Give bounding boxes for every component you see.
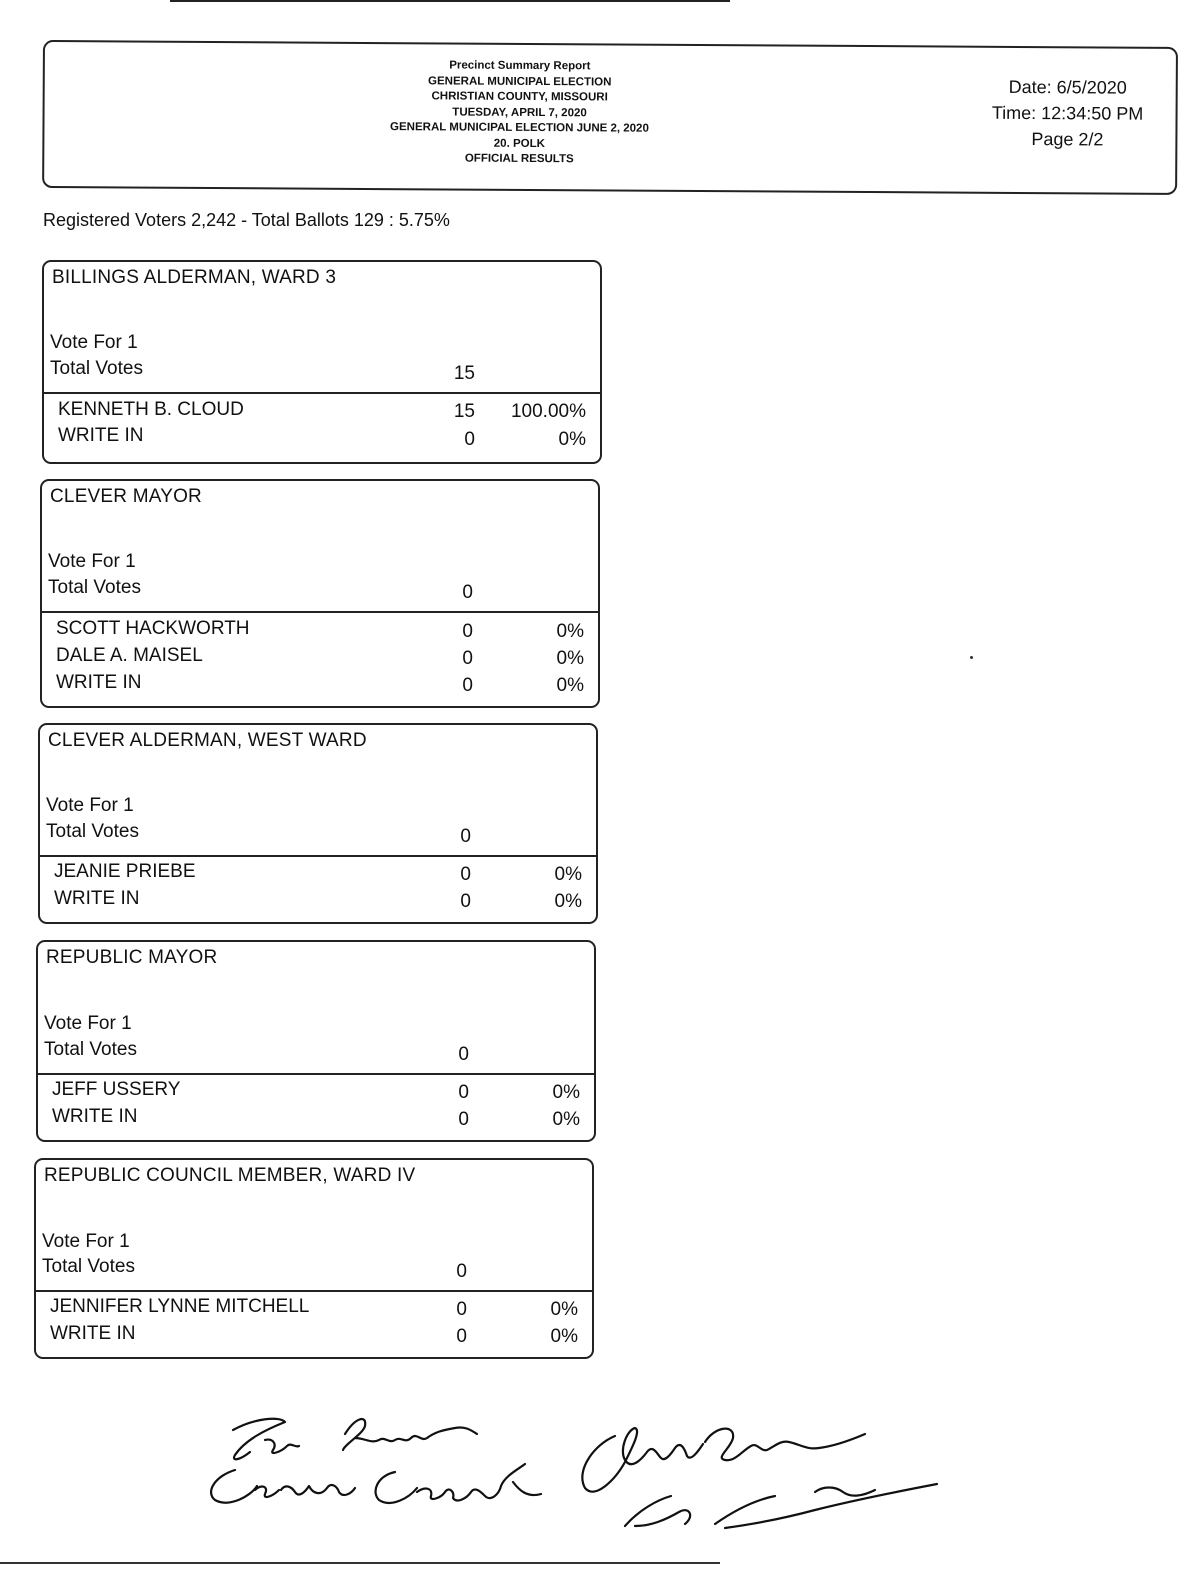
report-time: Time: 12:34:50 PM bbox=[991, 102, 1144, 124]
signature-stroke bbox=[582, 1428, 865, 1492]
report-title: Precinct Summary Report bbox=[449, 59, 591, 73]
candidate-percent: 0% bbox=[556, 675, 584, 696]
signature-stroke bbox=[376, 1464, 541, 1503]
contest-title: CLEVER MAYOR bbox=[50, 486, 202, 507]
candidate-votes: 0 bbox=[462, 648, 473, 669]
candidate-votes: 0 bbox=[458, 1082, 469, 1103]
contest-title: REPUBLIC COUNCIL MEMBER, WARD IV bbox=[44, 1165, 416, 1186]
candidate-name: SCOTT HACKWORTH bbox=[56, 618, 250, 639]
election-subtitle: GENERAL MUNICIPAL ELECTION JUNE 2, 2020 bbox=[390, 121, 649, 135]
divider bbox=[36, 1290, 592, 1292]
report-header-box bbox=[42, 40, 1178, 195]
candidate-row bbox=[42, 645, 598, 672]
total-votes-value: 0 bbox=[462, 582, 473, 603]
candidate-name: WRITE IN bbox=[50, 1323, 136, 1344]
candidate-name: WRITE IN bbox=[58, 425, 144, 446]
candidate-votes: 0 bbox=[462, 675, 473, 696]
contest-title: CLEVER ALDERMAN, WEST WARD bbox=[48, 730, 367, 751]
contest-box bbox=[38, 723, 598, 924]
candidate-votes: 0 bbox=[456, 1326, 467, 1347]
candidate-name: KENNETH B. CLOUD bbox=[58, 399, 244, 420]
candidate-percent: 0% bbox=[556, 648, 584, 669]
total-votes-label: Total Votes bbox=[48, 577, 141, 598]
county-name: CHRISTIAN COUNTY, MISSOURI bbox=[431, 90, 608, 104]
results-status: OFFICIAL RESULTS bbox=[464, 152, 574, 166]
candidate-row bbox=[40, 888, 596, 915]
total-votes-value: 0 bbox=[460, 826, 471, 847]
candidate-percent: 0% bbox=[556, 621, 584, 642]
candidate-name: WRITE IN bbox=[52, 1106, 138, 1127]
divider bbox=[44, 392, 600, 394]
candidate-row bbox=[44, 399, 600, 426]
page-number: Page 2/2 bbox=[1031, 129, 1104, 150]
divider bbox=[38, 1073, 594, 1075]
contest-title: BILLINGS ALDERMAN, WARD 3 bbox=[52, 267, 337, 288]
candidate-votes: 0 bbox=[462, 621, 473, 642]
candidate-row bbox=[44, 425, 600, 452]
signature-stroke bbox=[233, 1419, 299, 1460]
total-votes-value: 0 bbox=[456, 1261, 467, 1282]
total-votes-label: Total Votes bbox=[50, 358, 143, 379]
candidate-name: DALE A. MAISEL bbox=[56, 645, 203, 666]
candidate-percent: 0% bbox=[550, 1299, 578, 1320]
candidate-votes: 0 bbox=[458, 1109, 469, 1130]
candidate-name: WRITE IN bbox=[54, 888, 140, 909]
candidate-percent: 0% bbox=[550, 1326, 578, 1347]
total-votes-value: 15 bbox=[453, 363, 475, 384]
candidate-row bbox=[38, 1106, 594, 1133]
candidate-votes: 0 bbox=[464, 429, 475, 450]
candidate-votes: 0 bbox=[456, 1299, 467, 1320]
divider bbox=[42, 611, 598, 613]
signature-stroke bbox=[343, 1419, 477, 1450]
candidate-row bbox=[40, 861, 596, 888]
contest-box bbox=[34, 1158, 594, 1359]
candidate-name: JEANIE PRIEBE bbox=[54, 861, 196, 882]
candidate-row bbox=[42, 618, 598, 645]
vote-for-label: Vote For 1 bbox=[46, 795, 134, 816]
scan-bottom-rule bbox=[0, 1562, 720, 1564]
candidate-name: JEFF USSERY bbox=[52, 1079, 181, 1100]
candidate-row bbox=[36, 1296, 592, 1323]
candidate-percent: 0% bbox=[552, 1082, 580, 1103]
scan-speck bbox=[970, 656, 973, 659]
divider bbox=[40, 855, 596, 857]
precinct-name: 20. POLK bbox=[493, 137, 545, 150]
handwritten-signatures bbox=[195, 1400, 955, 1560]
contest-box bbox=[42, 260, 602, 464]
total-votes-value: 0 bbox=[458, 1044, 469, 1065]
candidate-name: JENNIFER LYNNE MITCHELL bbox=[50, 1296, 310, 1317]
contest-box bbox=[40, 479, 600, 708]
vote-for-label: Vote For 1 bbox=[50, 332, 138, 353]
report-header-titles bbox=[344, 58, 695, 169]
election-name: GENERAL MUNICIPAL ELECTION bbox=[428, 74, 612, 88]
registered-voters-summary: Registered Voters 2,242 - Total Ballots 129 : 5.75% bbox=[43, 210, 450, 230]
report-date: Date: 6/5/2020 bbox=[1008, 76, 1127, 98]
scan-top-rule bbox=[170, 0, 730, 5]
signature-stroke bbox=[625, 1484, 937, 1528]
total-votes-label: Total Votes bbox=[44, 1039, 137, 1060]
candidate-row bbox=[36, 1323, 592, 1350]
candidate-votes: 0 bbox=[460, 891, 471, 912]
candidate-percent: 100.00% bbox=[510, 401, 586, 422]
candidate-percent: 0% bbox=[552, 1109, 580, 1130]
report-meta bbox=[967, 74, 1167, 153]
contest-title: REPUBLIC MAYOR bbox=[46, 947, 218, 968]
candidate-percent: 0% bbox=[558, 429, 586, 450]
contest-box bbox=[36, 940, 596, 1142]
candidate-name: WRITE IN bbox=[56, 672, 142, 693]
signature-stroke bbox=[211, 1470, 355, 1503]
election-date: TUESDAY, APRIL 7, 2020 bbox=[452, 106, 587, 119]
candidate-percent: 0% bbox=[554, 891, 582, 912]
candidate-votes: 0 bbox=[460, 864, 471, 885]
total-votes-label: Total Votes bbox=[46, 821, 139, 842]
signature-stroke bbox=[815, 1488, 875, 1496]
candidate-percent: 0% bbox=[554, 864, 582, 885]
candidate-votes: 15 bbox=[453, 401, 475, 422]
candidate-row bbox=[38, 1079, 594, 1106]
vote-for-label: Vote For 1 bbox=[48, 551, 136, 572]
candidate-row bbox=[42, 672, 598, 699]
vote-for-label: Vote For 1 bbox=[42, 1231, 130, 1252]
total-votes-label: Total Votes bbox=[42, 1256, 135, 1277]
vote-for-label: Vote For 1 bbox=[44, 1013, 132, 1034]
